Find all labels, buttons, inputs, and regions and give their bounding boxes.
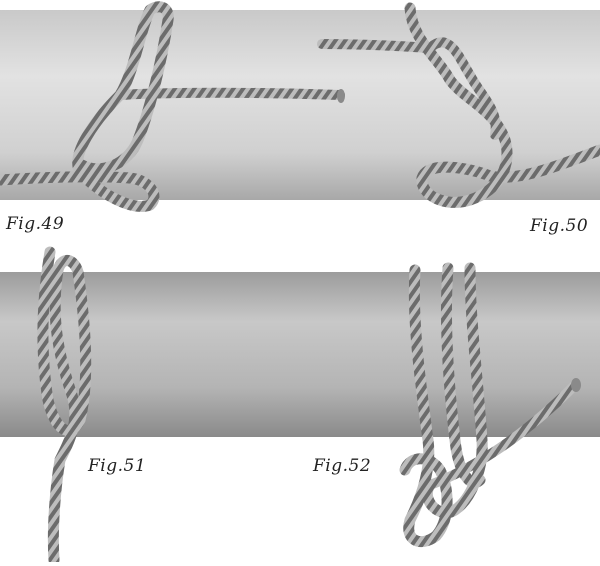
caption-fig-51: Fig.51	[88, 456, 147, 476]
fig49-rope-end	[337, 89, 345, 103]
caption-fig-52: Fig.52	[313, 456, 372, 476]
caption-fig-49: Fig.49	[6, 214, 65, 234]
fig52-rope-end	[571, 378, 581, 392]
caption-fig-50: Fig.50	[530, 216, 589, 236]
